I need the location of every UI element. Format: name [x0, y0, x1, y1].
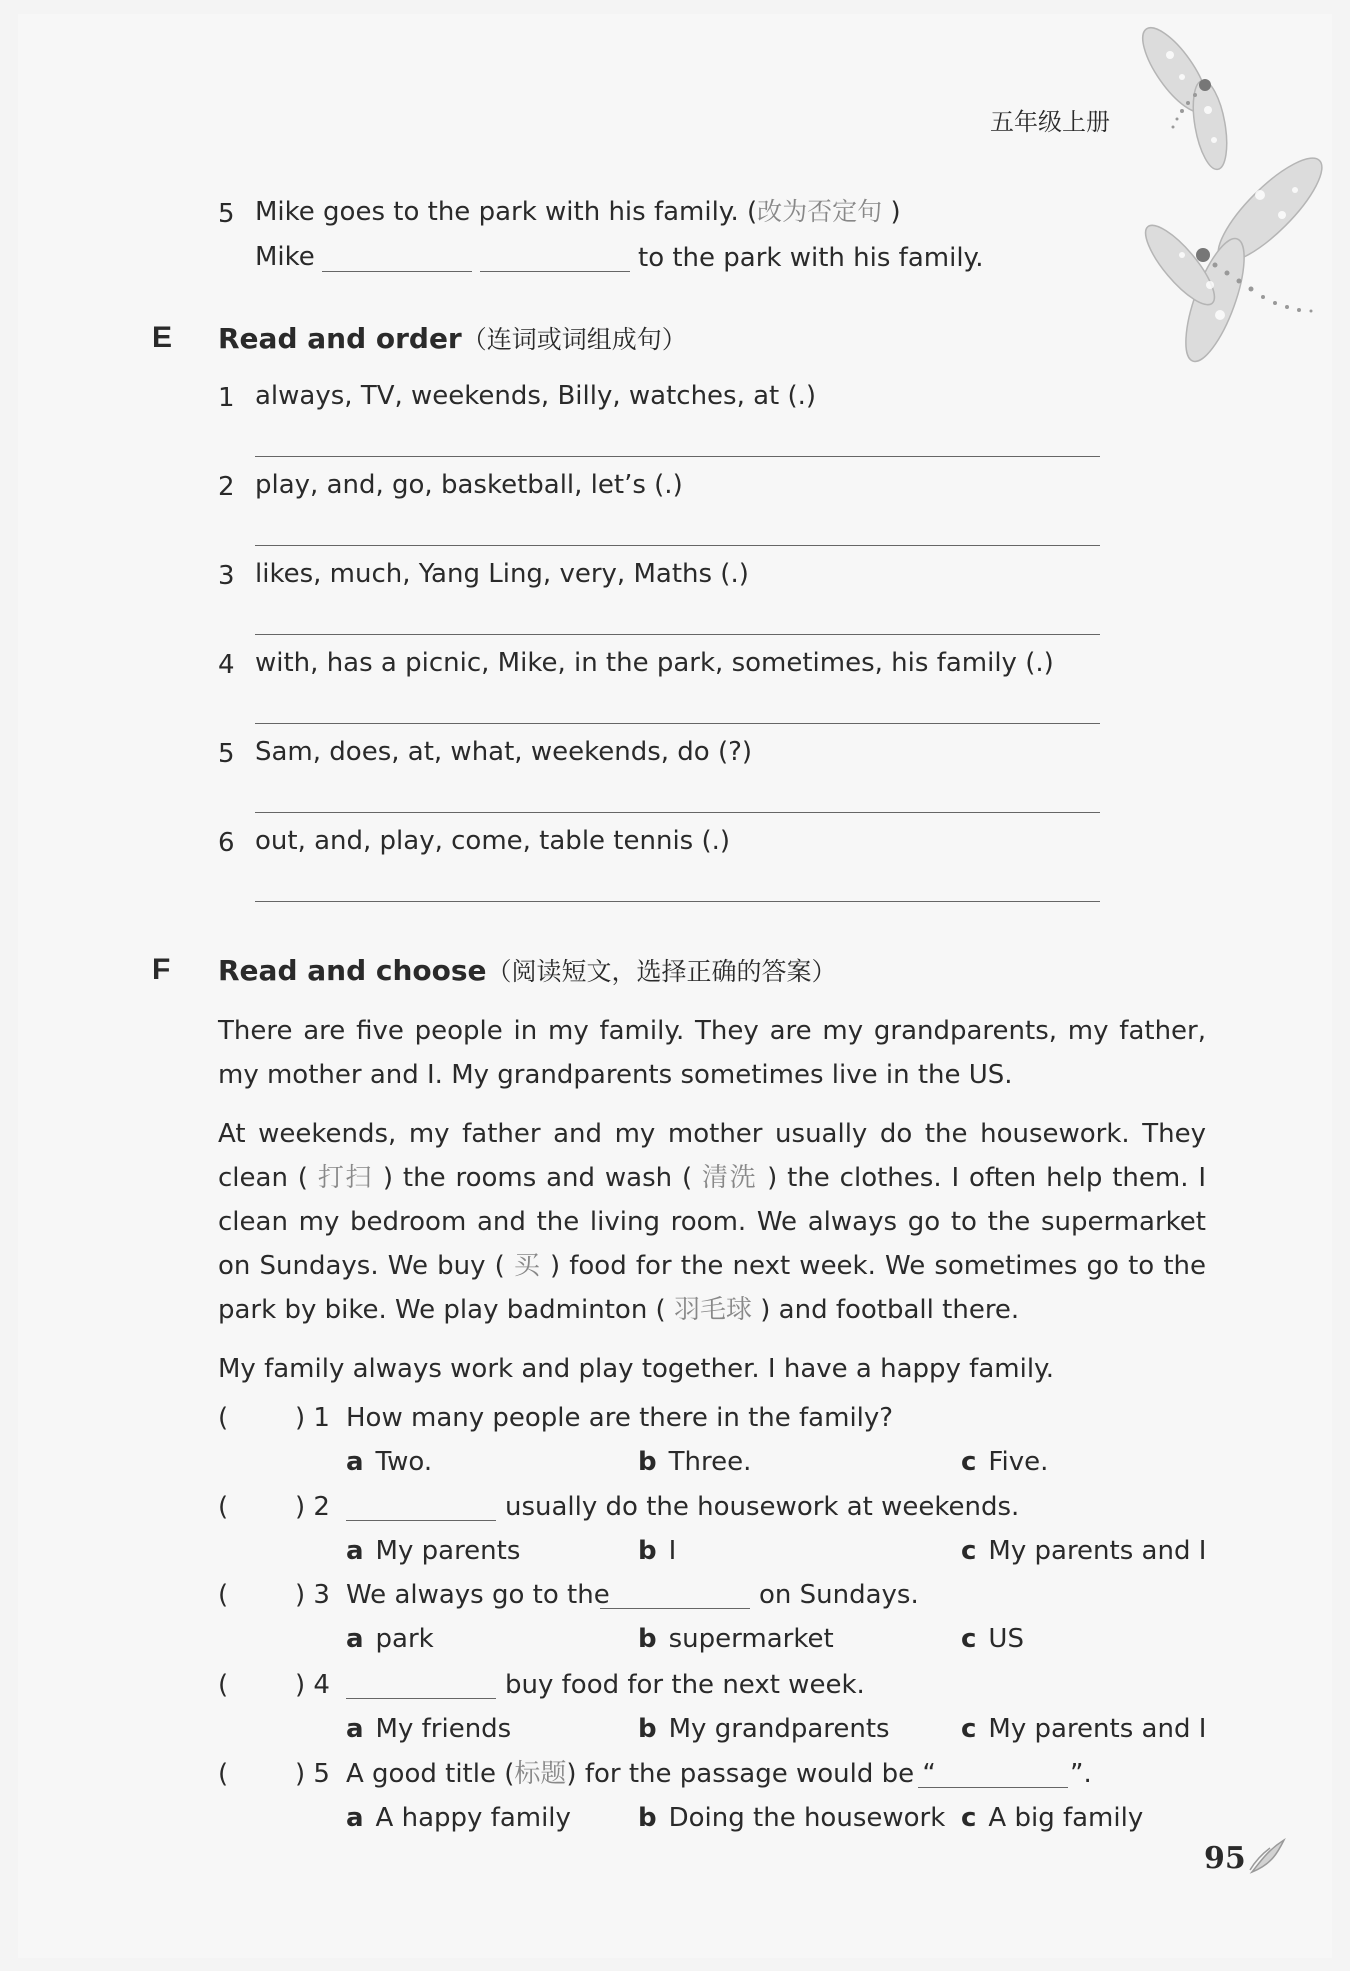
option-b[interactable]: b Doing the housework [638, 1803, 946, 1833]
question-blank[interactable] [346, 1698, 496, 1699]
answer-blank-2[interactable] [480, 271, 630, 272]
option-a[interactable]: a park [346, 1624, 434, 1654]
question-text: usually do the housework at weekends. [505, 1492, 1020, 1522]
order-words: Sam, does, at, what, weekends, do (?) [255, 737, 753, 767]
item-number: 5 [218, 199, 235, 229]
item-number: 5 [218, 739, 235, 769]
option-b[interactable]: b Three. [638, 1447, 752, 1477]
order-words: out, and, play, come, table tennis (.) [255, 826, 731, 856]
order-words: play, and, go, basketball, let’s (.) [255, 470, 683, 500]
order-words: always, TV, weekends, Billy, watches, at (.) [255, 381, 817, 411]
answer-line[interactable] [255, 812, 1100, 813]
question-text: buy food for the next week. [505, 1670, 865, 1700]
order-words: with, has a picnic, Mike, in the park, sometimes, his family (.) [255, 648, 1054, 678]
leaf-icon [1248, 1836, 1288, 1876]
option-c[interactable]: c Five. [961, 1447, 1049, 1477]
answer-paren-open: ( [218, 1670, 229, 1700]
option-a[interactable]: a Two. [346, 1447, 433, 1477]
question-blank[interactable] [918, 1787, 1068, 1788]
answer-paren-open: ( [218, 1403, 229, 1433]
section-title-f: Read and choose（阅读短文，选择正确的答案） [218, 954, 837, 987]
answer-paren-open: ( [218, 1580, 229, 1610]
gloss: 羽毛球 [673, 1295, 752, 1325]
question-text-end: ”. [1070, 1759, 1092, 1789]
gloss: 清洗 [702, 1163, 758, 1193]
answer-paren-close: ) 2 [295, 1492, 330, 1522]
question-text: We always go to the [346, 1580, 610, 1610]
passage-paragraph-2: At weekends, my father and my mother usually do the housework. They clean ( 打扫 ) the rooms and wash ( 清洗 ) the clothes. I often help them. I clean my bedroom and the living room. We always go to the supermarket on Sundays. We buy ( 买 ) food for the next week. We sometimes go to the park by bike. We play badminton ( 羽毛球 ) and football there. [218, 1119, 1207, 1325]
option-c[interactable]: c US [961, 1624, 1024, 1654]
answer-paren-open: ( [218, 1759, 229, 1789]
option-a[interactable]: a My friends [346, 1714, 512, 1744]
answer-paren-close: ) 5 [295, 1759, 330, 1789]
order-words: likes, much, Yang Ling, very, Maths (.) [255, 559, 749, 589]
answer-paren-close: ) 3 [295, 1580, 330, 1610]
section-letter-f: F [152, 953, 171, 986]
answer-line[interactable] [255, 634, 1100, 635]
question-blank[interactable] [346, 1520, 496, 1521]
section-letter-e: E [152, 321, 173, 354]
answer-end: to the park with his family. [638, 243, 984, 273]
answer-line[interactable] [255, 901, 1100, 902]
option-b[interactable]: b I [638, 1536, 677, 1566]
item-number: 2 [218, 472, 235, 502]
option-a[interactable]: a My parents [346, 1536, 521, 1566]
option-b[interactable]: b My grandparents [638, 1714, 890, 1744]
gloss: 买 [513, 1251, 541, 1281]
option-c[interactable]: c A big family [961, 1803, 1144, 1833]
answer-line[interactable] [255, 545, 1100, 546]
section-title-e: Read and order（连词或词组成句） [218, 322, 687, 355]
answer-paren-close: ) 4 [295, 1670, 330, 1700]
option-c[interactable]: c My parents and I [961, 1536, 1207, 1566]
gloss: 标题 [514, 1759, 567, 1789]
answer-paren-open: ( [218, 1492, 229, 1522]
transform-prompt: Mike goes to the park with his family. (改为否定句 ) [255, 197, 901, 227]
answer-line[interactable] [255, 723, 1100, 724]
dragonfly-decoration-icon [1110, 15, 1330, 375]
option-b[interactable]: b supermarket [638, 1624, 834, 1654]
answer-line[interactable] [255, 456, 1100, 457]
passage-paragraph-1: There are five people in my family. They are my grandparents, my father, my mother and I. My grandparents sometimes live in the US. [218, 1016, 1206, 1090]
passage-paragraph-3: My family always work and play together. I have a happy family. [218, 1354, 1054, 1384]
item-number: 1 [218, 383, 235, 413]
question-text: How many people are there in the family? [346, 1403, 894, 1433]
answer-paren-close: ) 1 [295, 1403, 330, 1433]
option-a[interactable]: a A happy family [346, 1803, 571, 1833]
book-volume-label: 五年级上册 [990, 108, 1110, 136]
option-c[interactable]: c My parents and I [961, 1714, 1207, 1744]
item-number: 3 [218, 561, 235, 591]
page-number: 95 [1204, 1841, 1246, 1876]
question-text: A good title (标题) for the passage would be “ [346, 1759, 936, 1789]
answer-blank-1[interactable] [322, 271, 472, 272]
item-number: 4 [218, 650, 235, 680]
gloss: 打扫 [317, 1163, 374, 1193]
question-blank[interactable] [600, 1608, 750, 1609]
question-text-end: on Sundays. [759, 1580, 919, 1610]
item-number: 6 [218, 828, 235, 858]
answer-start: Mike [255, 242, 315, 272]
instruction-gloss: 改为否定句 [757, 197, 883, 226]
